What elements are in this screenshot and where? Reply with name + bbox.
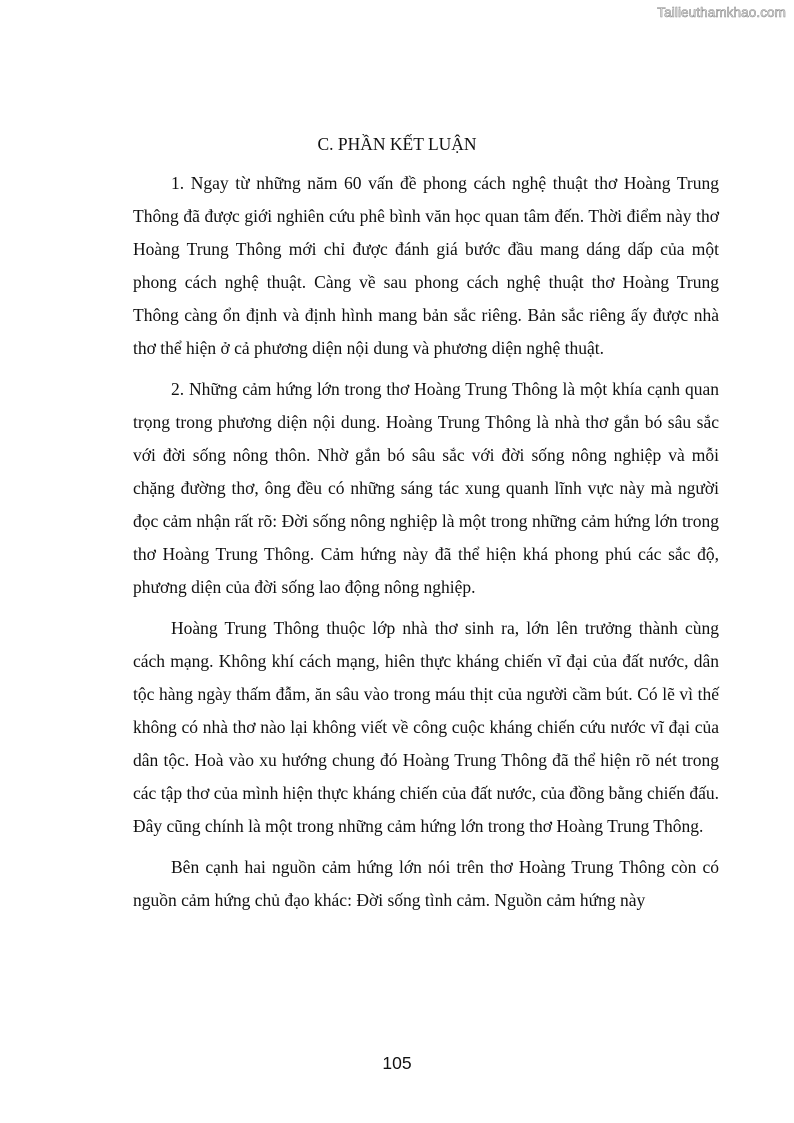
page-title: C. PHẦN KẾT LUẬN xyxy=(317,134,477,154)
paragraph-3: Hoàng Trung Thông thuộc lớp nhà thơ sinh ra, lớn lên trưởng thành cùng cách mạng. Không khí cách mạng, hiên thực kháng chiến vĩ đại của đất nước, dân tộc hàng ngày thấm đẫm, ăn sâu vào trong máu thịt của người cầm bút. Có lẽ vì thế không có nhà thơ nào lại không viết về công cuộc kháng chiến cứu nước vĩ đại của dân tộc. Hoà vào xu hướng chung đó Hoàng Trung Thông đã thể hiện rõ nét trong các tập thơ của mình hiện thực kháng chiến của đất nước, của đồng bằng chiến đấu. Đây cũng chính là một trong những cảm hứng lớn trong thơ Hoàng Trung Thông. xyxy=(133,618,719,836)
paragraph-2: 2. Những cảm hứng lớn trong thơ Hoàng Trung Thông là một khía cạnh quan trọng trong phương diện nội dung. Hoàng Trung Thông là nhà thơ gắn bó sâu sắc với đời sống nông thôn. Nhờ gắn bó sâu sắc với đời sống nông nghiệp và mỗi chặng đường thơ, ông đều có những sáng tác xung quanh lĩnh vực này mà người đọc cảm nhận rất rõ: Đời sống nông nghiệp là một trong những cảm hứng lớn trong thơ Hoàng Trung Thông. Cảm hứng này đã thể hiện khá phong phú các sắc độ, phương diện của đời sống lao động nông nghiệp. xyxy=(133,379,719,597)
paragraph-1: 1. Ngay từ những năm 60 vấn đề phong cách nghệ thuật thơ Hoàng Trung Thông đã được giới nghiên cứu phê bình văn học quan tâm đến. Thời điểm này thơ Hoàng Trung Thông mới chỉ được đánh giá bước đầu mang dáng dấp của một phong cách nghệ thuật. Càng về sau phong cách nghệ thuật thơ Hoàng Trung Thông càng ổn định và định hình mang bản sắc riêng. Bản sắc riêng ấy được nhà thơ thể hiện ở cả phương diện nội dung và phương diện nghệ thuật. xyxy=(133,173,719,358)
paragraph-4: Bên cạnh hai nguồn cảm hứng lớn nói trên thơ Hoàng Trung Thông còn có nguồn cảm hứng chủ đạo khác: Đời sống tình cảm. Nguồn cảm hứng này xyxy=(133,857,719,910)
page-number: 105 xyxy=(382,1053,412,1073)
watermark: Tailieuthamkhao.com xyxy=(657,5,786,20)
document-body xyxy=(133,167,719,925)
